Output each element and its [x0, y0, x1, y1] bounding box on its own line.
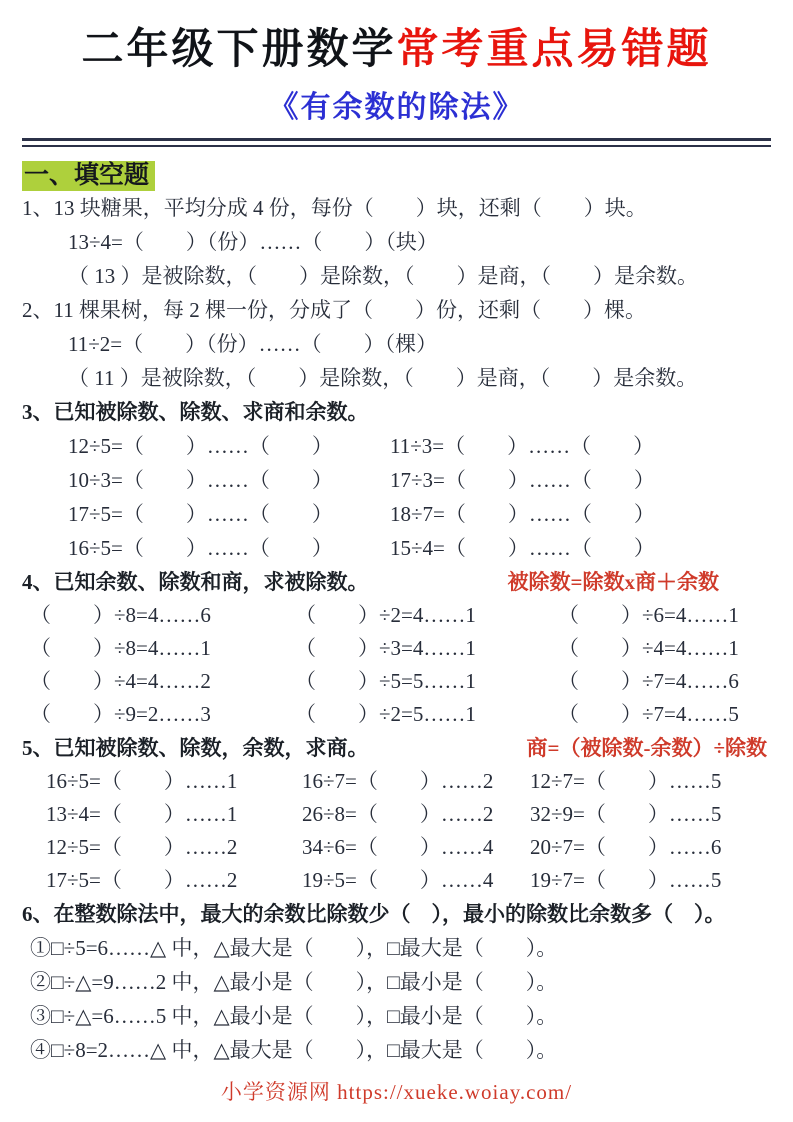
- equation: 10÷3=（ ）……（ ）: [68, 468, 333, 493]
- section-fill-in-blanks: [22, 155, 771, 191]
- q5-equation-grid: [22, 765, 771, 897]
- q5-formula-note: 商=（被除数-余数）÷除数: [526, 736, 767, 761]
- equation: （ ）÷3=4……1: [295, 636, 476, 661]
- question-2: [22, 293, 771, 395]
- worksheet-header: [22, 26, 771, 147]
- equation: （ ）÷2=5……1: [295, 702, 476, 727]
- q2-equation: 11÷2=（ ）（份）……（ ）（棵）: [68, 332, 438, 357]
- section-fill-label: 一、填空题: [22, 161, 155, 191]
- equation: 16÷5=（ ）……（ ）: [68, 536, 333, 561]
- question-5: [22, 731, 771, 897]
- equation: （ ）÷2=4……1: [295, 603, 476, 628]
- q2-statement: 2、11 棵果树，每 2 棵一份，分成了（ ）份，还剩（ ）棵。: [22, 298, 646, 323]
- q1-statement: 1、13 块糖果，平均分成 4 份，每份（ ）块，还剩（ ）块。: [22, 196, 647, 221]
- q5-title: 5、已知被除数、除数，余数，求商。: [22, 736, 369, 761]
- q4-title: 4、已知余数、除数和商，求被除数。: [22, 570, 369, 595]
- title-course: 二年级下册数学: [81, 27, 397, 73]
- equation: 17÷5=（ ）……2: [46, 868, 238, 893]
- equation: 12÷5=（ ）……2: [46, 835, 238, 860]
- equation: （ ）÷5=5……1: [295, 669, 476, 694]
- equation: 15÷4=（ ）……（ ）: [390, 536, 655, 561]
- equation: （ ）÷4=4……2: [30, 669, 211, 694]
- q4-equation-grid: [22, 599, 771, 731]
- equation: 26÷8=（ ）……2: [302, 802, 494, 827]
- equation: 17÷3=（ ）……（ ）: [390, 468, 655, 493]
- double-rule-separator: [22, 138, 771, 147]
- equation: 32÷9=（ ）……5: [530, 802, 722, 827]
- question-6: [22, 897, 771, 1067]
- page-subtitle: 《有余数的除法》: [268, 91, 525, 125]
- equation: （ ）÷7=4……5: [558, 702, 739, 727]
- q3-equation-grid: [22, 429, 771, 565]
- equation: 16÷5=（ ）……1: [46, 769, 238, 794]
- equation: （ ）÷6=4……1: [558, 603, 739, 628]
- q4-title-row: [22, 565, 771, 599]
- q1-equation: 13÷4=（ ）（份）……（ ）（块）: [68, 230, 438, 255]
- q6-item-1: ①□÷5=6……△ 中，△最大是（ ），□最大是（ ）。: [30, 936, 558, 961]
- equation: （ ）÷8=4……1: [30, 636, 211, 661]
- equation: （ ）÷9=2……3: [30, 702, 211, 727]
- q3-title: 3、已知被除数、除数、求商和余数。: [22, 400, 369, 425]
- q1-terms: （ 13 ）是被除数，（ ）是除数，（ ）是商，（ ）是余数。: [68, 264, 698, 289]
- q6-title: 6、在整数除法中，最大的余数比除数少（ ），最小的除数比余数多（ ）。: [22, 902, 726, 927]
- q6-item-4: ④□÷8=2……△ 中，△最大是（ ），□最大是（ ）。: [30, 1038, 558, 1063]
- equation: （ ）÷4=4……1: [558, 636, 739, 661]
- q4-formula-note: 被除数=除数x商＋余数: [507, 570, 719, 595]
- equation: 20÷7=（ ）……6: [530, 835, 722, 860]
- q5-title-row: [22, 731, 771, 765]
- page-title: [22, 26, 771, 74]
- question-4: [22, 565, 771, 731]
- equation: 13÷4=（ ）……1: [46, 802, 238, 827]
- equation: 17÷5=（ ）……（ ）: [68, 502, 333, 527]
- equation: （ ）÷8=4……6: [30, 603, 211, 628]
- equation: 19÷5=（ ）……4: [302, 868, 494, 893]
- equation: 12÷5=（ ）……（ ）: [68, 434, 333, 459]
- question-3: [22, 395, 771, 565]
- equation: 18÷7=（ ）……（ ）: [390, 502, 655, 527]
- equation: 16÷7=（ ）……2: [302, 769, 494, 794]
- q2-terms: （ 11 ）是被除数，（ ）是除数，（ ）是商，（ ）是余数。: [68, 366, 698, 391]
- equation: 11÷3=（ ）……（ ）: [390, 434, 655, 459]
- equation: 34÷6=（ ）……4: [302, 835, 494, 860]
- equation: 12÷7=（ ）……5: [530, 769, 722, 794]
- equation: 19÷7=（ ）……5: [530, 868, 722, 893]
- question-1: [22, 191, 771, 293]
- q6-item-3: ③□÷△=6……5 中，△最小是（ ），□最小是（ ）。: [30, 1004, 558, 1029]
- title-topic: 常考重点易错题: [396, 27, 712, 73]
- equation: （ ）÷7=4……6: [558, 669, 739, 694]
- footer-source-url: 小学资源网 https://xueke.woiay.com/: [220, 1080, 573, 1104]
- q6-item-2: ②□÷△=9……2 中，△最小是（ ），□最小是（ ）。: [30, 970, 558, 995]
